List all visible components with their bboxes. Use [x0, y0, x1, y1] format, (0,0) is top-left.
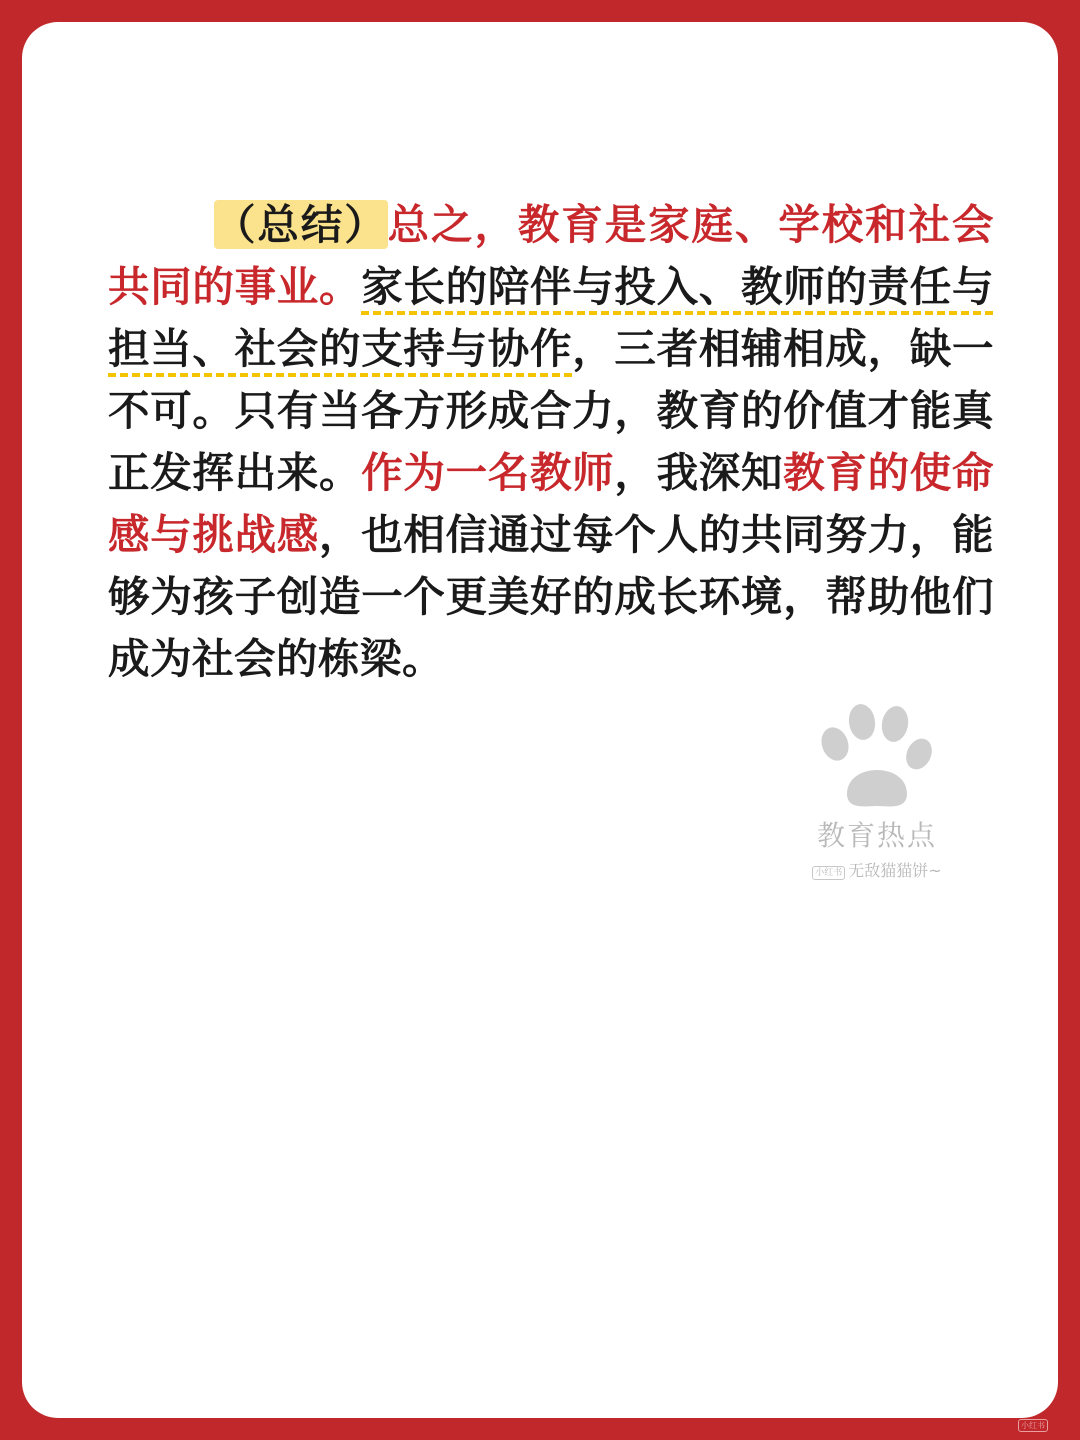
watermark-author-line — [792, 858, 962, 881]
content-card — [22, 22, 1058, 1418]
highlight-red-3: 教育的使命感与挑战感 — [108, 448, 994, 559]
body-text-2: ，我深知 — [614, 448, 784, 497]
watermark-author: 无敌猫猫饼~ — [848, 861, 942, 880]
body-text-3: ，也相信通过每个人的共同努力，能够为孩子创造一个更美好的成长环境，帮助他们成为社会的栋梁。 — [108, 510, 994, 683]
highlight-red-2: 作为一名教师 — [361, 448, 615, 497]
platform-logo: 小红书 — [812, 866, 845, 880]
underlined-text: 家长的陪伴与投入、教师的责任与担当、社会的支持与协作 — [108, 262, 994, 373]
highlight-red-1: 总之，教育是家庭、学校和社会共同的事业。 — [108, 200, 994, 311]
summary-tag: （总结） — [214, 200, 388, 249]
summary-paragraph — [108, 194, 994, 690]
body-text-1: ，三者相辅相成，缺一不可。只有当各方形成合力，教育的价值才能真正发挥出来。 — [108, 324, 994, 497]
watermark-title: 教育热点 — [816, 819, 937, 852]
paw-icon — [817, 702, 937, 812]
corner-platform-logo: 小红书 — [1018, 1419, 1048, 1432]
watermark — [792, 702, 962, 881]
